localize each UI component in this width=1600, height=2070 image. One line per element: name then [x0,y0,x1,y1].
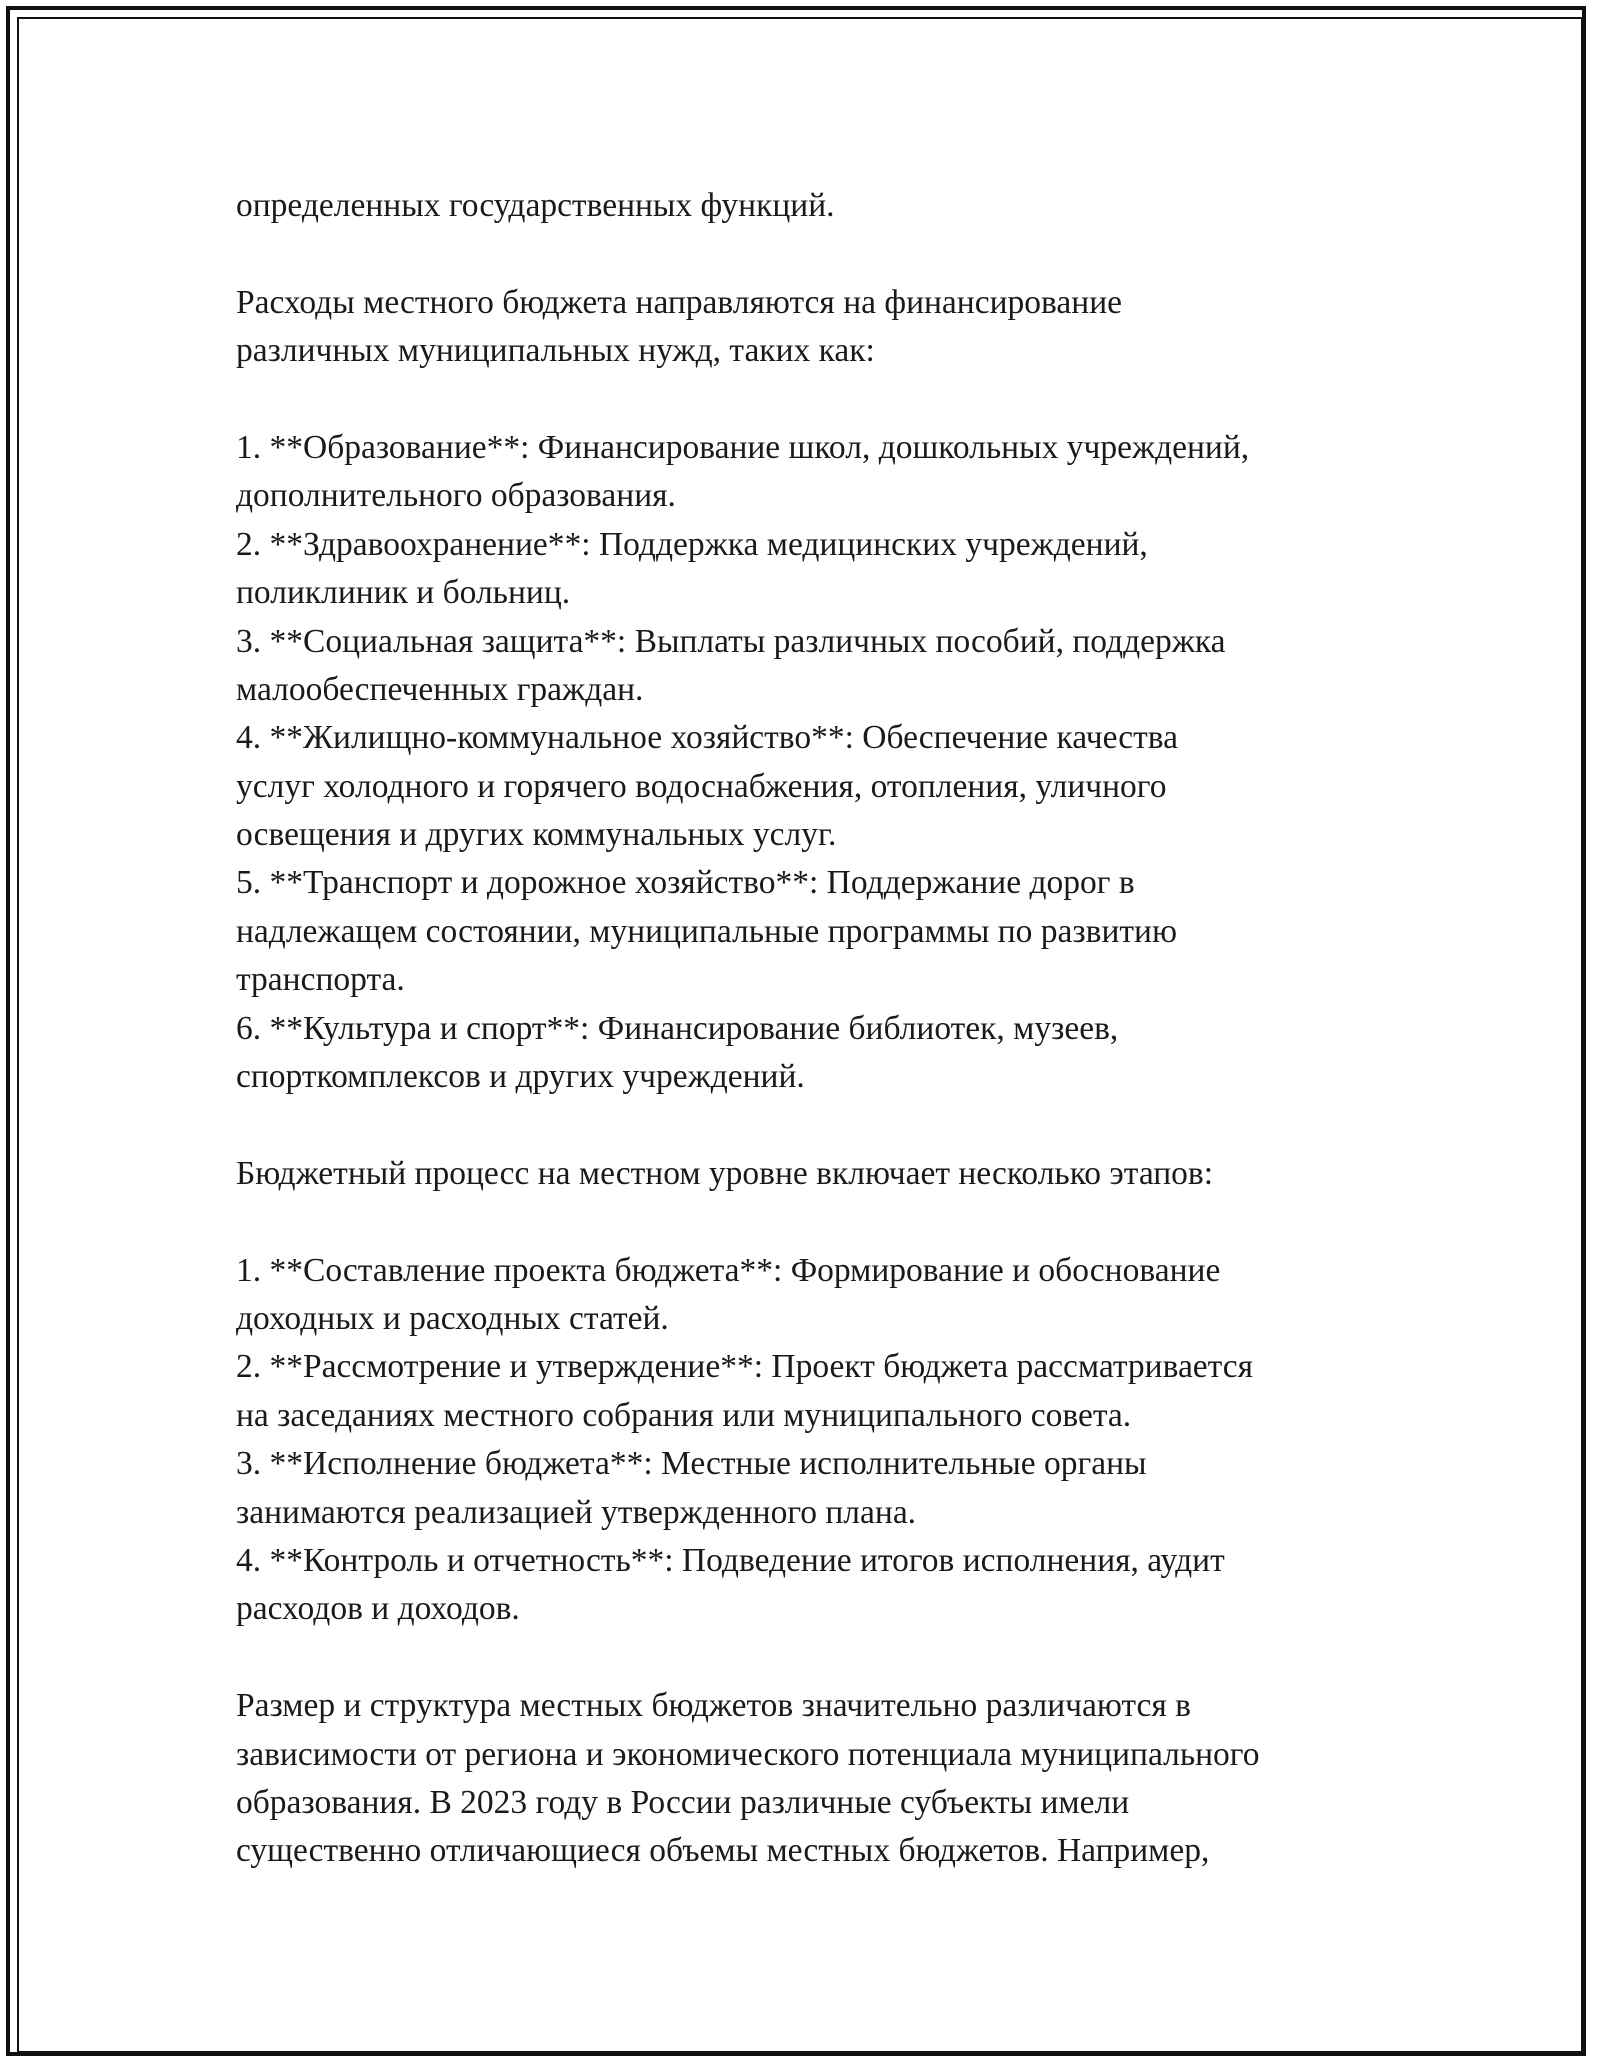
list-item-line: 4. **Контроль и отчетность**: Подведение итогов исполнения, аудит [236,1541,1225,1579]
list-item-line: на заседаниях местного собрания или муниципального совета. [236,1396,1132,1434]
list-item-line: малообеспеченных граждан. [236,670,644,708]
text-line: Размер и структура местных бюджетов значительно различаются в [236,1687,1191,1725]
text-line: существенно отличающиеся объемы местных бюджетов. Например, [236,1832,1210,1870]
list-item-line: освещения и других коммунальных услуг. [236,816,837,854]
paragraph [236,279,1406,376]
text-line: определенных государственных функций. [236,187,835,224]
list-item-line: транспорта. [236,961,405,999]
list-item-line: занимаются реализацией утвержденного плана. [236,1493,917,1531]
list-item-line: 2. **Рассмотрение и утверждение**: Проект бюджета рассматривается [236,1348,1254,1386]
list-item-line: поликлиник и больниц. [236,574,571,612]
list-item-line: спорткомплексов и других учреждений. [236,1058,805,1096]
list-item-line: 3. **Социальная защита**: Выплаты различных пособий, поддержка [236,622,1226,660]
paragraph-gap [236,1634,1406,1682]
list-item-line: 1. **Образование**: Финансирование школ, дошкольных учреждений, [236,428,1250,466]
list-item-line: 4. **Жилищно-коммунальное хозяйство**: Обеспечение качества [236,719,1179,757]
paragraph-gap [236,1198,1406,1246]
list-item-line: 1. **Составление проекта бюджета**: Формирование и обоснование [236,1251,1221,1289]
list-item-line: дополнительного образования. [236,477,676,515]
list-item-line: 2. **Здравоохранение**: Поддержка медицинских учреждений, [236,525,1148,563]
text-line: различных муниципальных нужд, таких как: [236,332,875,370]
list-item-line: доходных и расходных статей. [236,1299,669,1337]
paragraph [236,182,1406,230]
list-item-line: 5. **Транспорт и дорожное хозяйство**: Поддержание дорог в [236,864,1135,902]
paragraph [236,1150,1406,1198]
text-line: Бюджетный процесс на местном уровне включает несколько этапов: [236,1154,1214,1192]
paragraph-gap [236,230,1406,278]
list-item-line: услуг холодного и горячего водоснабжения, отопления, уличного [236,767,1167,805]
text-line: зависимости от региона и экономического потенциала муниципального [236,1735,1260,1773]
list-item-line: расходов и доходов. [236,1590,520,1628]
list-item-line: надлежащем состоянии, муниципальные программы по развитию [236,912,1177,950]
list-item-line: 6. **Культура и спорт**: Финансирование библиотек, музеев, [236,1009,1119,1047]
paragraph [236,1682,1406,1876]
list-item-line: 3. **Исполнение бюджета**: Местные исполнительные органы [236,1445,1147,1483]
document-body [236,182,1406,1876]
expenditure-list [236,424,1406,1101]
paragraph-gap [236,1101,1406,1149]
paragraph-gap [236,376,1406,424]
text-line: Расходы местного бюджета направляются на финансирование [236,283,1122,321]
text-line: образования. В 2023 году в России различные субъекты имели [236,1783,1130,1821]
budget-process-list [236,1247,1406,1634]
